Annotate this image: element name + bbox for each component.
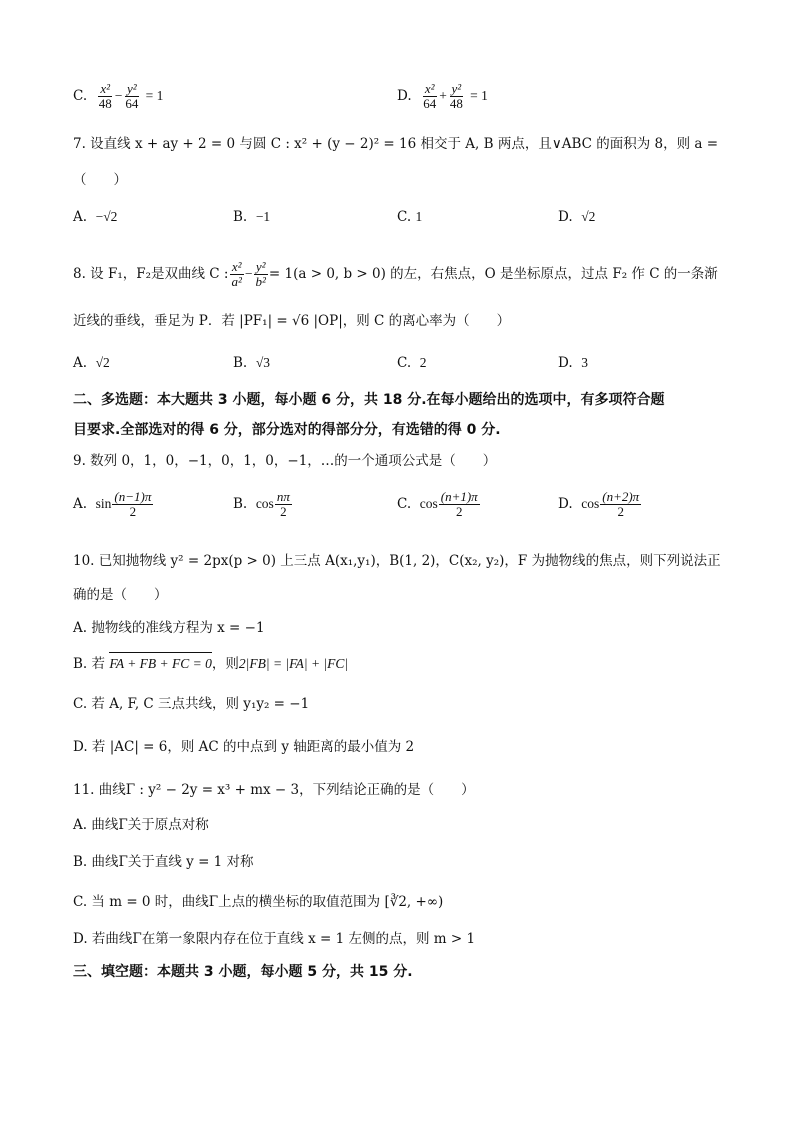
numerator: x² [231,259,242,274]
q10-option-c: C. 若 A, F, C 三点共线，则 y₁y₂ = −1 [73,696,310,712]
option-label: B. [233,496,248,512]
option-label: D. [558,496,573,512]
option-value: 2 [419,355,427,370]
q8-pre: 8. 设 F₁，F₂是双曲线 C : [73,266,229,282]
option-connector: ，则 [211,656,239,672]
q9-option-d [558,490,642,519]
function-name: sin [95,496,112,511]
q6-option-c [73,82,163,111]
fraction [600,490,641,519]
operator: + [439,88,447,103]
magnitude-expression: 2|FB| = |FA| + |FC| [238,656,349,671]
option-label: C. [397,209,412,225]
numerator: (n−1)π [114,489,152,504]
option-label: C. [73,88,88,104]
option-label: D. [558,209,573,225]
denominator: b² [255,274,266,289]
denominator: 48 [449,96,463,111]
section2-heading-line2: 目要求.全部选对的得 6 分，部分选对的得部分分，有选错的得 0 分. [73,422,501,438]
fraction [275,490,292,519]
numerator: y² [255,259,266,274]
q10-option-a: A. 抛物线的准线方程为 x = −1 [73,620,265,636]
q8-stem-line2: 近线的垂线，垂足为 P．若 |PF₁| = √6 |OP|，则 C 的离心率为（ ） [73,313,511,329]
section3-heading: 三、填空题：本题共 3 小题，每小题 5 分，共 15 分. [73,964,413,980]
denominator: 2 [280,504,287,519]
numerator: (n+2)π [602,489,640,504]
q10-stem-line2: 确的是（ ） [73,587,168,603]
q7-paren: （ ） [73,172,127,188]
option-value: √2 [581,209,596,224]
denominator: 2 [129,504,137,519]
q8-option-a [73,353,110,373]
operator: − [244,266,253,281]
denominator: 48 [98,96,112,111]
q10-option-b [73,654,348,674]
q9-stem: 9. 数列 0，1，0，−1，0，1，0，−1，…的一个通项公式是（ ） [73,453,497,469]
fraction [112,490,153,519]
fraction [439,490,480,519]
option-label: A. [73,496,88,512]
option-prefix: B. 若 [73,656,106,672]
q8-option-d [558,353,588,373]
q11-option-a: A. 曲线Γ关于原点对称 [73,817,209,833]
option-value: √2 [95,355,110,370]
option-value: 1 [415,209,423,224]
numerator: (n+1)π [440,489,478,504]
q7-option-c [397,207,422,227]
numerator: x² [424,81,435,96]
option-label: B. [233,355,248,371]
q7-option-b [233,207,270,227]
q8-stem-line1 [73,260,718,289]
q11-stem: 11. 曲线Γ : y² − 2y = x³ + mx − 3，下列结论正确的是（ ） [73,782,475,798]
fraction [123,82,140,111]
q7-option-d [558,207,595,227]
option-value: −√2 [95,209,118,224]
denominator: 64 [125,96,139,111]
fraction [97,82,114,111]
q10-stem-line1: 10. 已知抛物线 y² = 2px(p > 0) 上三点 A(x₁,y₁)，B(1, 2)，C(x₂, y₂)，F 为抛物线的焦点，则下列说法正 [73,553,721,569]
q11-option-c: C. 当 m = 0 时，曲线Γ上点的横坐标的取值范围为 [∛2, +∞) [73,894,444,910]
fraction [448,82,465,111]
q7-stem: 7. 设直线 x + ay + 2 = 0 与圆 C : x² + (y − 2)² = 16 相交于 A, B 两点，且∨ABC 的面积为 8，则 a = [73,136,719,152]
q9-option-c [397,490,481,519]
q8-option-b [233,353,270,373]
q11-option-b: B. 曲线Γ关于直线 y = 1 对称 [73,854,254,870]
q7-option-a [73,207,117,227]
option-label: D. [397,88,412,104]
q9-option-b [233,490,293,519]
section2-heading-line1: 二、多选题：本大题共 3 小题，每小题 6 分，共 18 分.在每小题给出的选项中，有多项符合题 [73,392,665,408]
q9-option-a [73,490,154,519]
option-label: D. [558,355,573,371]
option-value: √3 [255,355,270,370]
numerator: x² [100,81,111,96]
q8-option-c [397,353,426,373]
function-name: cos [419,496,438,511]
fraction [229,260,243,289]
numerator: nπ [276,489,290,504]
q11-option-d: D. 若曲线Γ在第一象限内存在位于直线 x = 1 左侧的点，则 m > 1 [73,931,476,947]
numerator: y² [127,81,137,96]
denominator: 64 [423,96,437,111]
numerator: y² [451,81,462,96]
fraction [254,260,268,289]
option-label: A. [73,355,88,371]
q8-post: = 1(a > 0, b > 0) 的左，右焦点，O 是坐标原点，过点 F₂ 作 C 的一条渐 [268,266,718,282]
operator: − [114,88,123,103]
option-value: 3 [581,355,588,370]
option-label: B. [233,209,248,225]
option-value: −1 [255,209,271,224]
denominator: 2 [455,504,463,519]
vector-expression: FA + FB + FC = 0 [109,654,212,674]
function-name: cos [255,496,274,511]
option-label: C. [397,355,412,371]
q6-option-d [397,82,488,111]
denominator: a² [231,274,242,289]
fraction [421,82,438,111]
rhs: = 1 [145,88,164,103]
denominator: 2 [617,504,624,519]
option-label: A. [73,209,88,225]
function-name: cos [581,496,600,511]
rhs: = 1 [470,88,488,103]
q10-option-d: D. 若 |AC| = 6，则 AC 的中点到 y 轴距离的最小值为 2 [73,739,415,755]
option-label: C. [397,496,412,512]
